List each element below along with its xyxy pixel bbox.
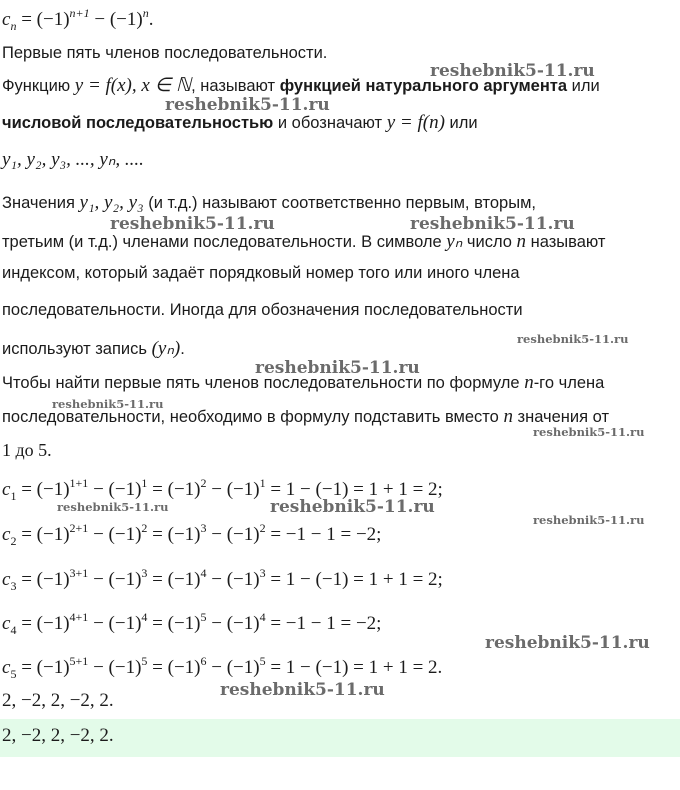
calc-sc: 4 <box>200 566 207 580</box>
calc-sb: 5 <box>141 654 148 668</box>
calc-sub: 5 <box>10 666 17 681</box>
calc-c: = (−1) <box>147 479 201 500</box>
calc-line-5 <box>2 654 442 682</box>
calc-a: = (−1) <box>16 524 70 545</box>
p3-l1m: n <box>524 372 534 393</box>
formula-top <box>2 6 153 34</box>
calc-sd: 2 <box>259 521 266 535</box>
p1-t5: или <box>444 114 478 132</box>
calc-sa: 1+1 <box>69 476 89 490</box>
calc-lhs: c <box>2 569 11 590</box>
p2-line5 <box>2 337 185 360</box>
p3-l2m: n <box>503 406 513 427</box>
p1-math1: y = f(x), x ∈ ℕ <box>74 75 192 96</box>
calc-sd: 1 <box>259 476 266 490</box>
p3-line3: 1 до 5. <box>2 440 52 460</box>
p2-l2n: n <box>516 231 527 252</box>
p2-t1: Значения <box>2 194 80 212</box>
calc-sb: 1 <box>141 476 148 490</box>
sequence-line: y₁, y₂, y₃, ..., yₙ, .... <box>2 149 144 170</box>
p2-l5m: (yₙ) <box>151 338 181 359</box>
calc-sa: 5+1 <box>69 654 89 668</box>
calc-b: − (−1) <box>88 524 142 545</box>
calc-a: = (−1) <box>16 657 70 678</box>
answer-box <box>0 719 680 757</box>
calc-d: − (−1) <box>206 657 260 678</box>
formula-lhs: c <box>2 9 11 30</box>
watermark: reshebnik5-11.ru <box>255 358 420 378</box>
calc-lhs: c <box>2 479 11 500</box>
p1-line2 <box>2 112 478 134</box>
calc-sub: 3 <box>10 578 17 593</box>
p2-l5b: . <box>180 340 185 358</box>
p2-line4: последовательности. Иногда для обозначения последовательности <box>2 301 523 319</box>
p3-l1a: Чтобы найти первые пять членов последовательности по формуле <box>2 374 525 392</box>
watermark: reshebnik5-11.ru <box>485 633 650 653</box>
calc-sd: 3 <box>259 566 266 580</box>
calc-e: = 1 − (−1) = 1 + 1 = 2; <box>265 569 443 590</box>
calc-b: − (−1) <box>88 657 142 678</box>
calc-d: − (−1) <box>206 569 260 590</box>
calc-b: − (−1) <box>88 479 142 500</box>
calc-sc: 6 <box>200 654 207 668</box>
watermark: reshebnik5-11.ru <box>270 497 435 517</box>
p3-l2a: последовательности, необходимо в формулу подставить вместо <box>2 408 504 426</box>
calc-d: − (−1) <box>206 479 260 500</box>
calc-e: = 1 − (−1) = 1 + 1 = 2; <box>265 479 443 500</box>
calc-c: = (−1) <box>147 569 201 590</box>
formula-part-b: − (−1) <box>89 9 143 30</box>
p1-t3: или <box>567 77 600 95</box>
calc-b: − (−1) <box>88 613 142 634</box>
p1-t4: и обозначают <box>273 114 387 132</box>
calc-a: = (−1) <box>16 613 70 634</box>
calc-c: = (−1) <box>147 613 201 634</box>
calc-sub: 2 <box>10 533 17 548</box>
heading: Первые пять членов последовательности. <box>2 44 328 62</box>
watermark: reshebnik5-11.ru <box>220 680 385 700</box>
calc-sb: 4 <box>141 610 148 624</box>
calc-line-3 <box>2 566 443 594</box>
p1-bold2: числовой последовательностью <box>2 114 274 132</box>
watermark: reshebnik5-11.ru <box>165 95 330 115</box>
p1-t2: , называют <box>191 77 280 95</box>
calc-sa: 2+1 <box>69 521 89 535</box>
formula-part-a: = (−1) <box>16 9 70 30</box>
formula-end: . <box>148 9 154 30</box>
calc-e: = −1 − 1 = −2; <box>265 524 382 545</box>
answer-text: 2, −2, 2, −2, 2. <box>2 725 114 746</box>
p2-l5a: используют запись <box>2 340 152 358</box>
calc-sc: 5 <box>200 610 207 624</box>
watermark: reshebnik5-11.ru <box>517 332 629 346</box>
result-line: 2, −2, 2, −2, 2. <box>2 690 114 711</box>
calc-sc: 2 <box>200 476 207 490</box>
watermark: reshebnik5-11.ru <box>430 61 595 81</box>
watermark: reshebnik5-11.ru <box>110 214 275 234</box>
p2-math1: y₁, y₂, y₃ <box>79 192 144 213</box>
calc-sub: 4 <box>10 622 17 637</box>
calc-sd: 4 <box>259 610 266 624</box>
p2-line1 <box>2 192 536 214</box>
calc-c: = (−1) <box>147 657 201 678</box>
watermark: reshebnik5-11.ru <box>533 425 645 439</box>
watermark: reshebnik5-11.ru <box>52 397 164 411</box>
p1-math2: y = f(n) <box>386 112 445 133</box>
watermark: reshebnik5-11.ru <box>57 500 169 514</box>
formula-sup-b: n <box>142 6 149 20</box>
p2-t2: (и т.д.) называют соответственно первым, вторым, <box>143 194 537 212</box>
calc-line-2 <box>2 521 381 549</box>
calc-sb: 3 <box>141 566 148 580</box>
calc-d: − (−1) <box>206 613 260 634</box>
calc-lhs: c <box>2 524 11 545</box>
calc-line-4 <box>2 610 381 638</box>
calc-lhs: c <box>2 657 11 678</box>
formula-sup-a: n+1 <box>69 6 90 20</box>
p2-l2a: третьим (и т.д.) членами последовательности. В символе <box>2 233 447 251</box>
p1-bold1: функцией натурального аргумента <box>279 77 568 95</box>
calc-a: = (−1) <box>16 479 70 500</box>
calc-sb: 2 <box>141 521 148 535</box>
calc-e: = 1 − (−1) = 1 + 1 = 2. <box>265 657 443 678</box>
calc-sa: 4+1 <box>69 610 89 624</box>
calc-a: = (−1) <box>16 569 70 590</box>
p2-line3: индексом, который задаёт порядковый номер того или иного члена <box>2 264 520 282</box>
watermark: reshebnik5-11.ru <box>533 513 645 527</box>
calc-d: − (−1) <box>206 524 260 545</box>
calc-sa: 3+1 <box>69 566 89 580</box>
calc-sub: 1 <box>10 488 17 503</box>
p2-l2b: число <box>462 233 517 251</box>
formula-sub: n <box>10 18 17 33</box>
p2-l2m: yₙ <box>446 231 463 252</box>
p3-l1b: -го члена <box>533 374 605 392</box>
watermark: reshebnik5-11.ru <box>410 214 575 234</box>
calc-c: = (−1) <box>147 524 201 545</box>
calc-lhs: c <box>2 613 11 634</box>
p2-l2c: называют <box>526 233 606 251</box>
calc-sd: 5 <box>259 654 266 668</box>
calc-sc: 3 <box>200 521 207 535</box>
p3-l2b: значения от <box>512 408 610 426</box>
p1-t1: Функцию <box>2 77 75 95</box>
calc-e: = −1 − 1 = −2; <box>265 613 382 634</box>
calc-b: − (−1) <box>88 569 142 590</box>
